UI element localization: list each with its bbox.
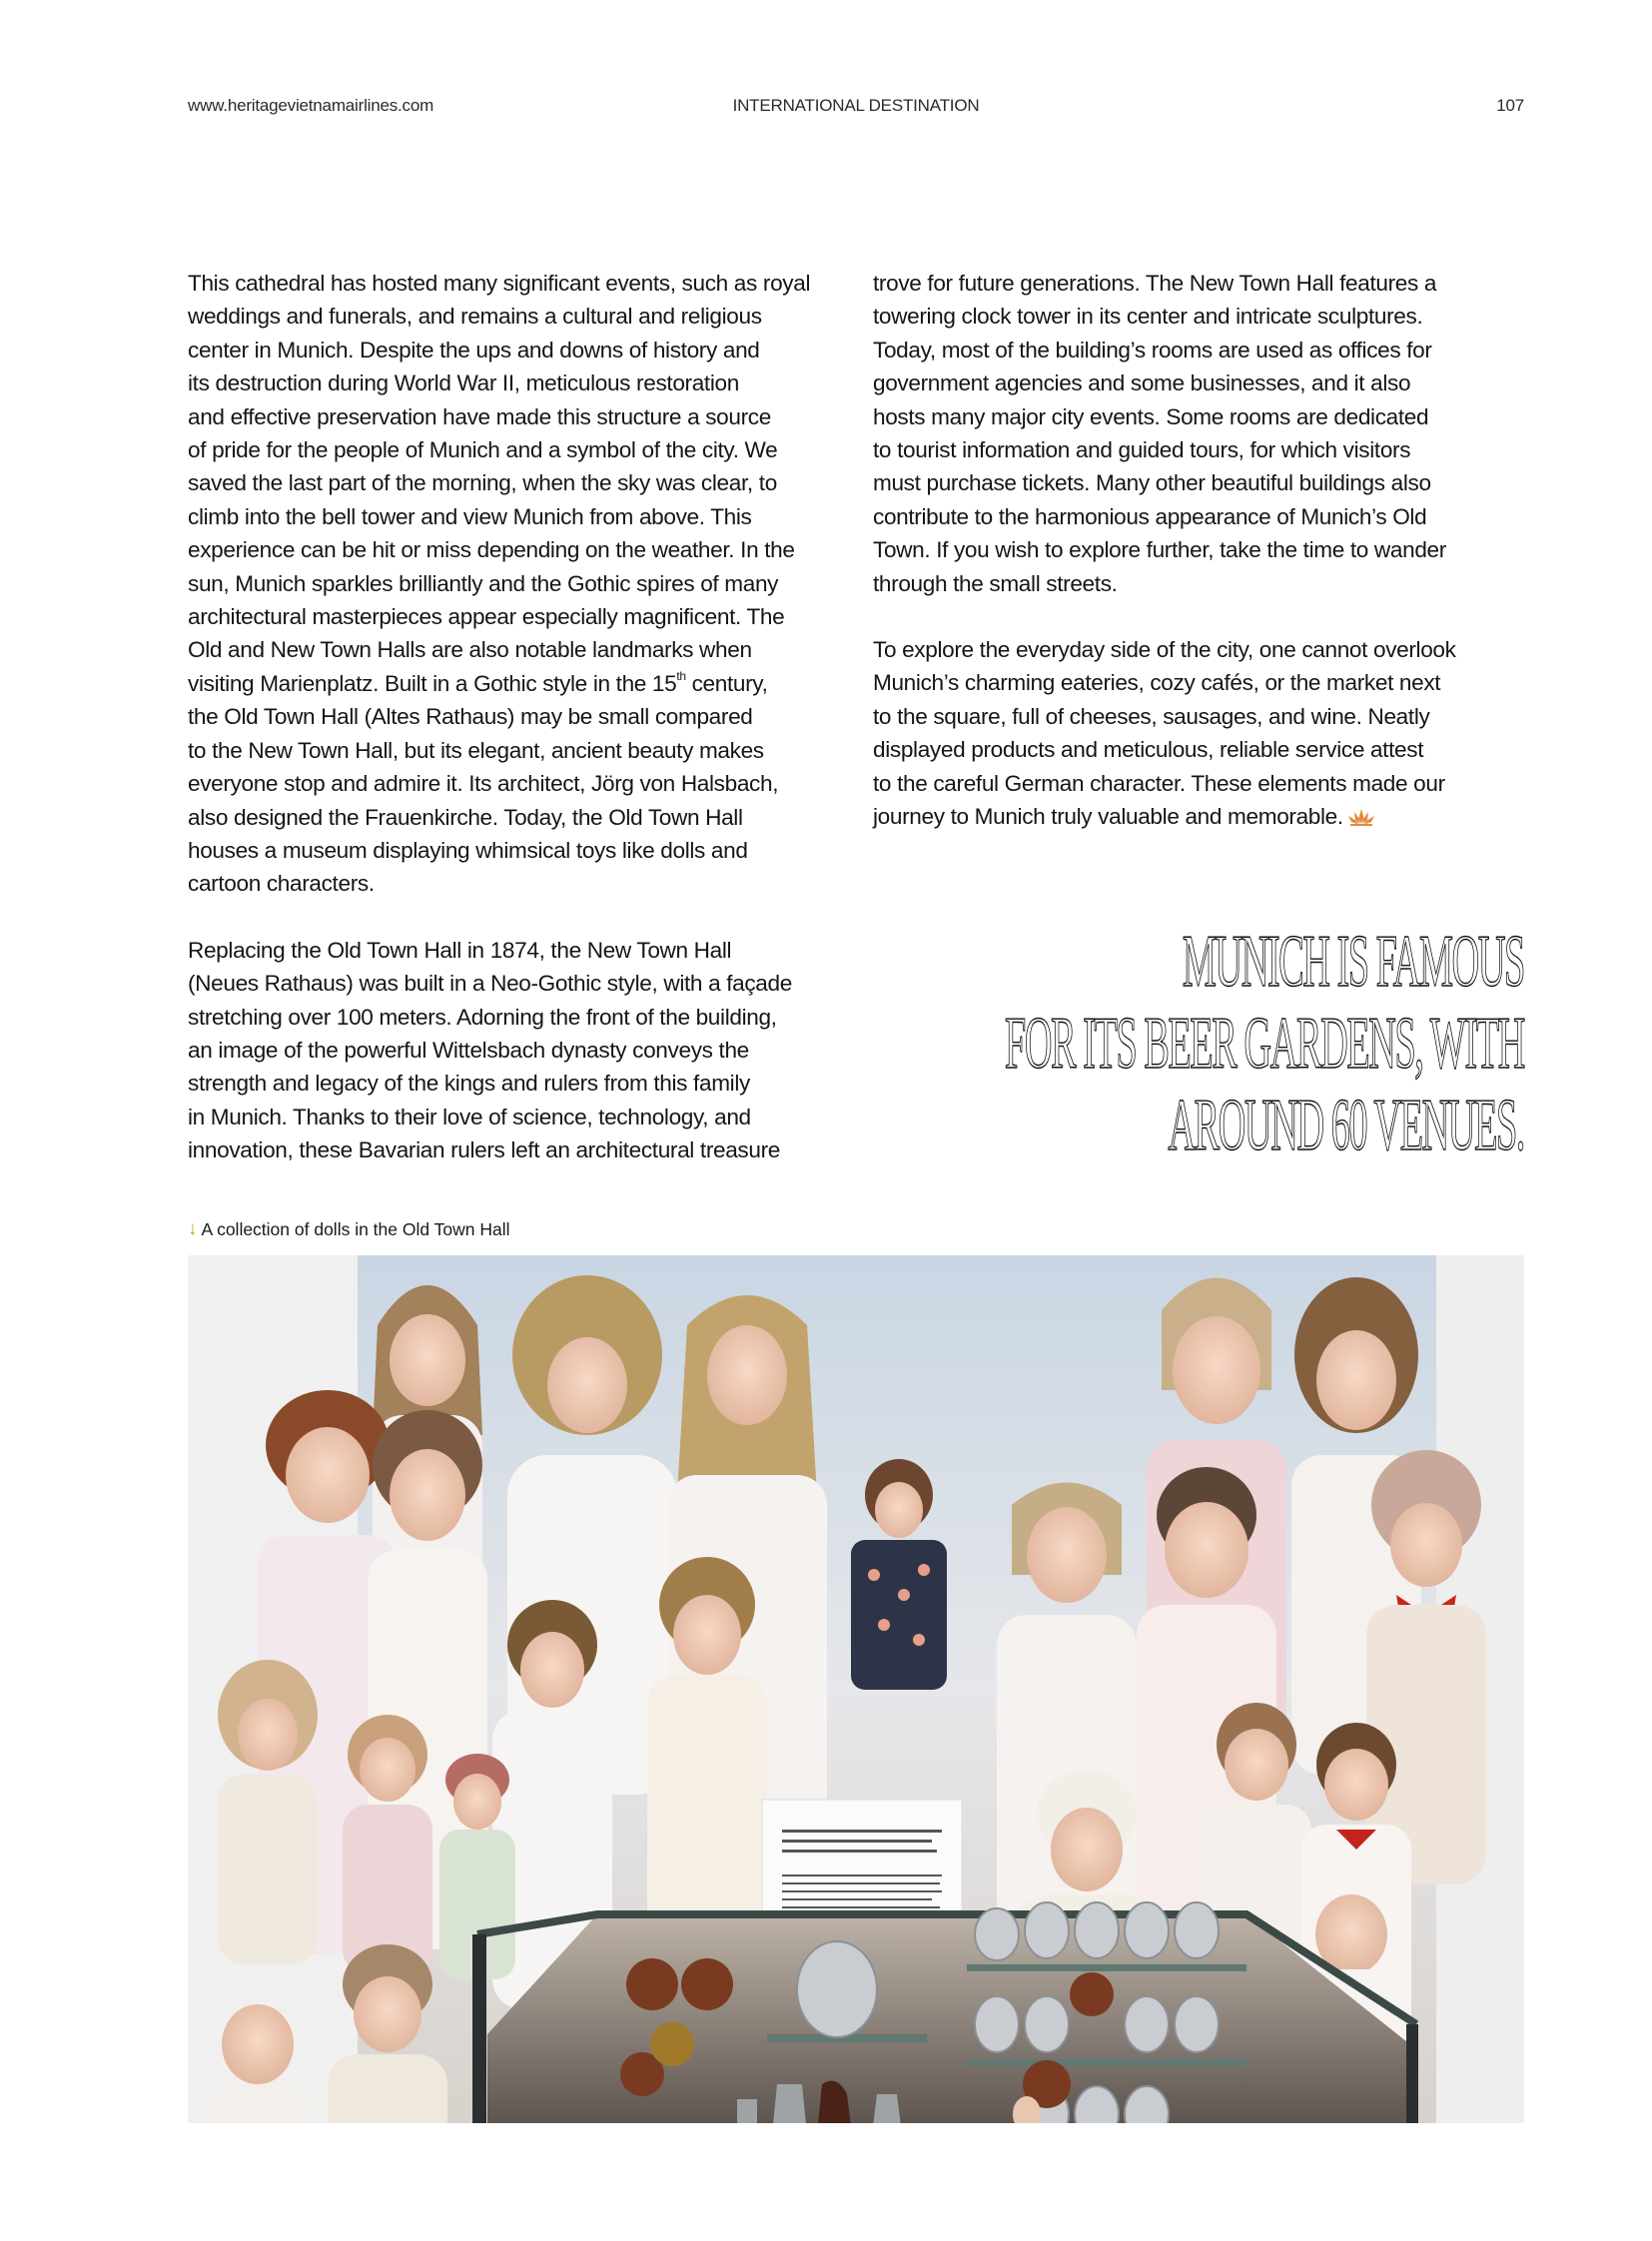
paragraph-everyday-munich (873, 633, 1532, 833)
text-line: cartoon characters. (188, 871, 375, 897)
photo-illustration (188, 1255, 1524, 2123)
ordinal-superscript: th (676, 669, 686, 684)
text-line: sun, Munich sparkles brilliantly and the Gothic spires of many (188, 570, 779, 596)
text-line: center in Munich. Despite the ups and downs of history and (188, 337, 760, 363)
text-line: to the square, full of cheeses, sausages, and wine. Neatly (873, 703, 1430, 729)
text-line: through the small streets. (873, 570, 1118, 596)
left-column (188, 267, 847, 1167)
text-line: trove for future generations. The New Town Hall features a (873, 271, 1437, 296)
text-line: government agencies and some businesses, and it also (873, 371, 1411, 396)
text-line: This cathedral has hosted many significant events, such as royal (188, 271, 811, 296)
text-line: its destruction during World War II, meticulous restoration (188, 371, 739, 396)
lotus-icon (1347, 802, 1375, 820)
text-line: the Old Town Hall (Altes Rathaus) may be small compared (188, 704, 753, 730)
text-line: displayed products and meticulous, reliable service attest (873, 737, 1424, 763)
text-line: contribute to the harmonious appearance of Munich’s Old (873, 503, 1427, 529)
text-line: houses a museum displaying whimsical toys like dolls and (188, 837, 748, 863)
paragraph-cathedral (188, 267, 847, 901)
text-line: to the New Town Hall, but its elegant, ancient beauty makes (188, 737, 764, 763)
text-line: (Neues Rathaus) was built in a Neo-Gothic style, with a façade (188, 971, 792, 997)
pull-quote-line: MUNICH IS FAMOUS (1182, 921, 1524, 1003)
text-segment: century, (685, 670, 768, 696)
text-line: an image of the powerful Wittelsbach dynasty conveys the (188, 1037, 749, 1063)
caption-text: A collection of dolls in the Old Town Hall (201, 1218, 510, 1239)
photo-caption (188, 1218, 510, 1240)
text-line: and effective preservation have made this structure a source (188, 403, 771, 429)
pull-quote-line: FOR ITS BEER GARDENS, WITH (1005, 1003, 1524, 1085)
text-line: innovation, these Bavarian rulers left an architectural treasure (188, 1137, 780, 1163)
text-line: Replacing the Old Town Hall in 1874, the New Town Hall (188, 937, 732, 963)
paragraph-new-town-hall (188, 934, 847, 1167)
section-title: INTERNATIONAL DESTINATION (732, 96, 980, 115)
text-line: climb into the bell tower and view Munich from above. This (188, 503, 752, 529)
text-line: in Munich. Thanks to their love of science, technology, and (188, 1104, 751, 1129)
text-line: Today, most of the building’s rooms are used as offices for (873, 337, 1432, 363)
text-line: weddings and funerals, and remains a cultural and religious (188, 304, 762, 330)
text-line: Old and New Town Halls are also notable landmarks when (188, 637, 752, 663)
text-line: To explore the everyday side of the city, one cannot overlook (873, 637, 1456, 663)
text-line: experience can be hit or miss depending on the weather. In the (188, 537, 795, 563)
text-line: to the careful German character. These elements made our (873, 770, 1445, 796)
pull-quote-line: AROUND 60 VENUES. (1168, 1085, 1524, 1166)
text-line (873, 800, 1532, 833)
website-url[interactable]: www.heritagevietnamairlines.com (188, 96, 434, 115)
miniature-kitchen (472, 1902, 1418, 2123)
text-line: saved the last part of the morning, when the sky was clear, to (188, 470, 777, 496)
doll-collection-photo (188, 1255, 1524, 2123)
paragraph-treasure-trove (873, 267, 1532, 600)
arrow-down-icon: ↓ (188, 1218, 198, 1239)
text-line: Munich’s charming eateries, cozy cafés, or the market next (873, 670, 1441, 696)
text-line: of pride for the people of Munich and a symbol of the city. We (188, 437, 778, 463)
text-line: everyone stop and admire it. Its architect, Jörg von Halsbach, (188, 771, 779, 797)
text-line: to tourist information and guided tours, for which visitors (873, 437, 1411, 463)
text-line: towering clock tower in its center and intricate sculptures. (873, 304, 1423, 330)
text-line: Town. If you wish to explore further, take the time to wander (873, 537, 1446, 563)
text-line (188, 667, 847, 700)
text-line: hosts many major city events. Some rooms are dedicated (873, 403, 1429, 429)
right-column (873, 267, 1532, 834)
text-line: strength and legacy of the kings and rulers from this family (188, 1071, 750, 1097)
text-line: stretching over 100 meters. Adorning the front of the building, (188, 1004, 777, 1030)
page-header (188, 96, 1524, 120)
page-number: 107 (1496, 96, 1524, 115)
text-segment: visiting Marienplatz. Built in a Gothic style in the 15 (188, 670, 677, 696)
text-line: also designed the Frauenkirche. Today, the Old Town Hall (188, 804, 743, 830)
text-line: must purchase tickets. Many other beautiful buildings also (873, 470, 1431, 496)
pull-quote (1005, 921, 1524, 1166)
text-segment: journey to Munich truly valuable and memorable. (873, 804, 1343, 830)
text-line: architectural masterpieces appear especially magnificent. The (188, 604, 785, 630)
